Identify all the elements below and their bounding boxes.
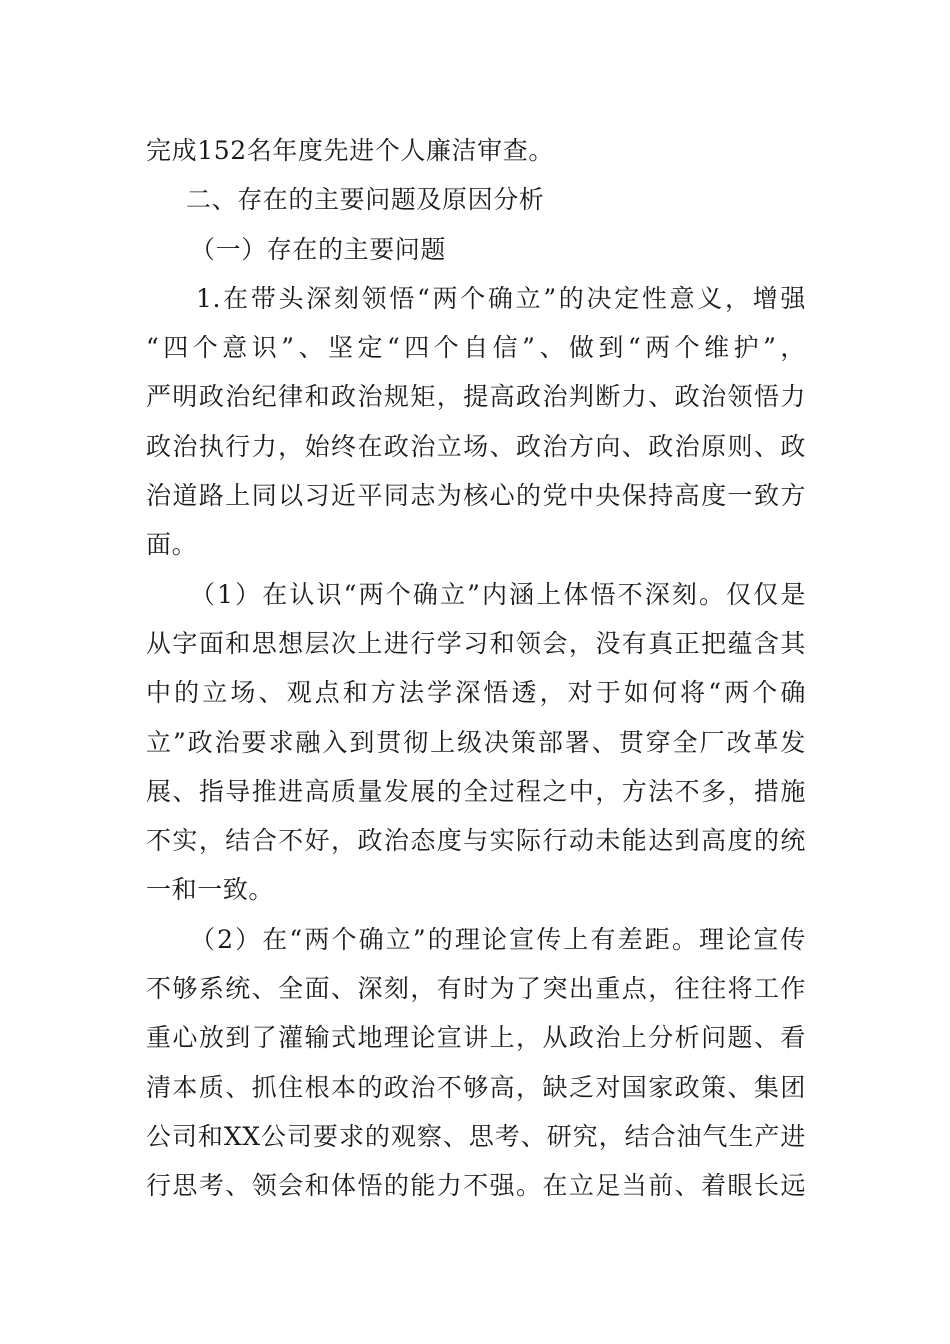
subsection-heading: （一）存在的主要问题 xyxy=(190,234,447,264)
paragraph-line: 严明政治纪律和政治规矩，提高政治判断力、政治领悟力 xyxy=(146,382,806,412)
paragraph-line: 一和一致。 xyxy=(146,875,275,905)
paragraph-line: 清本质、抓住根本的政治不够高，缺乏对国家政策、集团 xyxy=(146,1072,806,1102)
paragraph-line: 从字面和思想层次上进行学习和领会，没有真正把蕴含其 xyxy=(146,628,806,658)
document-body xyxy=(146,126,806,1211)
paragraph-line: 立”政治要求融入到贯彻上级决策部署、贯穿全厂改革发 xyxy=(146,727,806,757)
section-heading: 二、存在的主要问题及原因分析 xyxy=(186,185,545,215)
paragraph-line: 重心放到了灌输式地理论宣讲上，从政治上分析问题、看 xyxy=(146,1023,806,1053)
paragraph-line: 行思考、领会和体悟的能力不强。在立足当前、着眼长远 xyxy=(146,1171,806,1201)
paragraph-line: 政治执行力，始终在政治立场、政治方向、政治原则、政 xyxy=(146,431,806,461)
paragraph-line: 不实，结合不好，政治态度与实际行动未能达到高度的统 xyxy=(146,826,806,856)
paragraph-line: 1.在带头深刻领悟“两个确立”的决定性意义，增强 xyxy=(196,283,806,313)
paragraph-line: 完成152名年度先进个人廉洁审查。 xyxy=(146,136,554,165)
paragraph-line: 不够系统、全面、深刻，有时为了突出重点，往往将工作 xyxy=(146,974,806,1004)
paragraph-line: （1）在认识“两个确立”内涵上体悟不深刻。仅仅是 xyxy=(190,579,806,609)
paragraph-line: 展、指导推进高质量发展的全过程之中，方法不多，措施 xyxy=(146,776,806,806)
paragraph-line: “四个意识”、坚定“四个自信”、做到“两个维护”， xyxy=(146,333,806,363)
paragraph-line: 中的立场、观点和方法学深悟透，对于如何将“两个确 xyxy=(146,678,806,708)
paragraph-line: 治道路上同以习近平同志为核心的党中央保持高度一致方 xyxy=(146,481,806,511)
paragraph-line: 公司和XX公司要求的观察、思考、研究，结合油气生产进 xyxy=(146,1121,806,1151)
paragraph-line: 面。 xyxy=(146,530,198,560)
paragraph-line: （2）在“两个确立”的理论宣传上有差距。理论宣传 xyxy=(190,924,806,954)
